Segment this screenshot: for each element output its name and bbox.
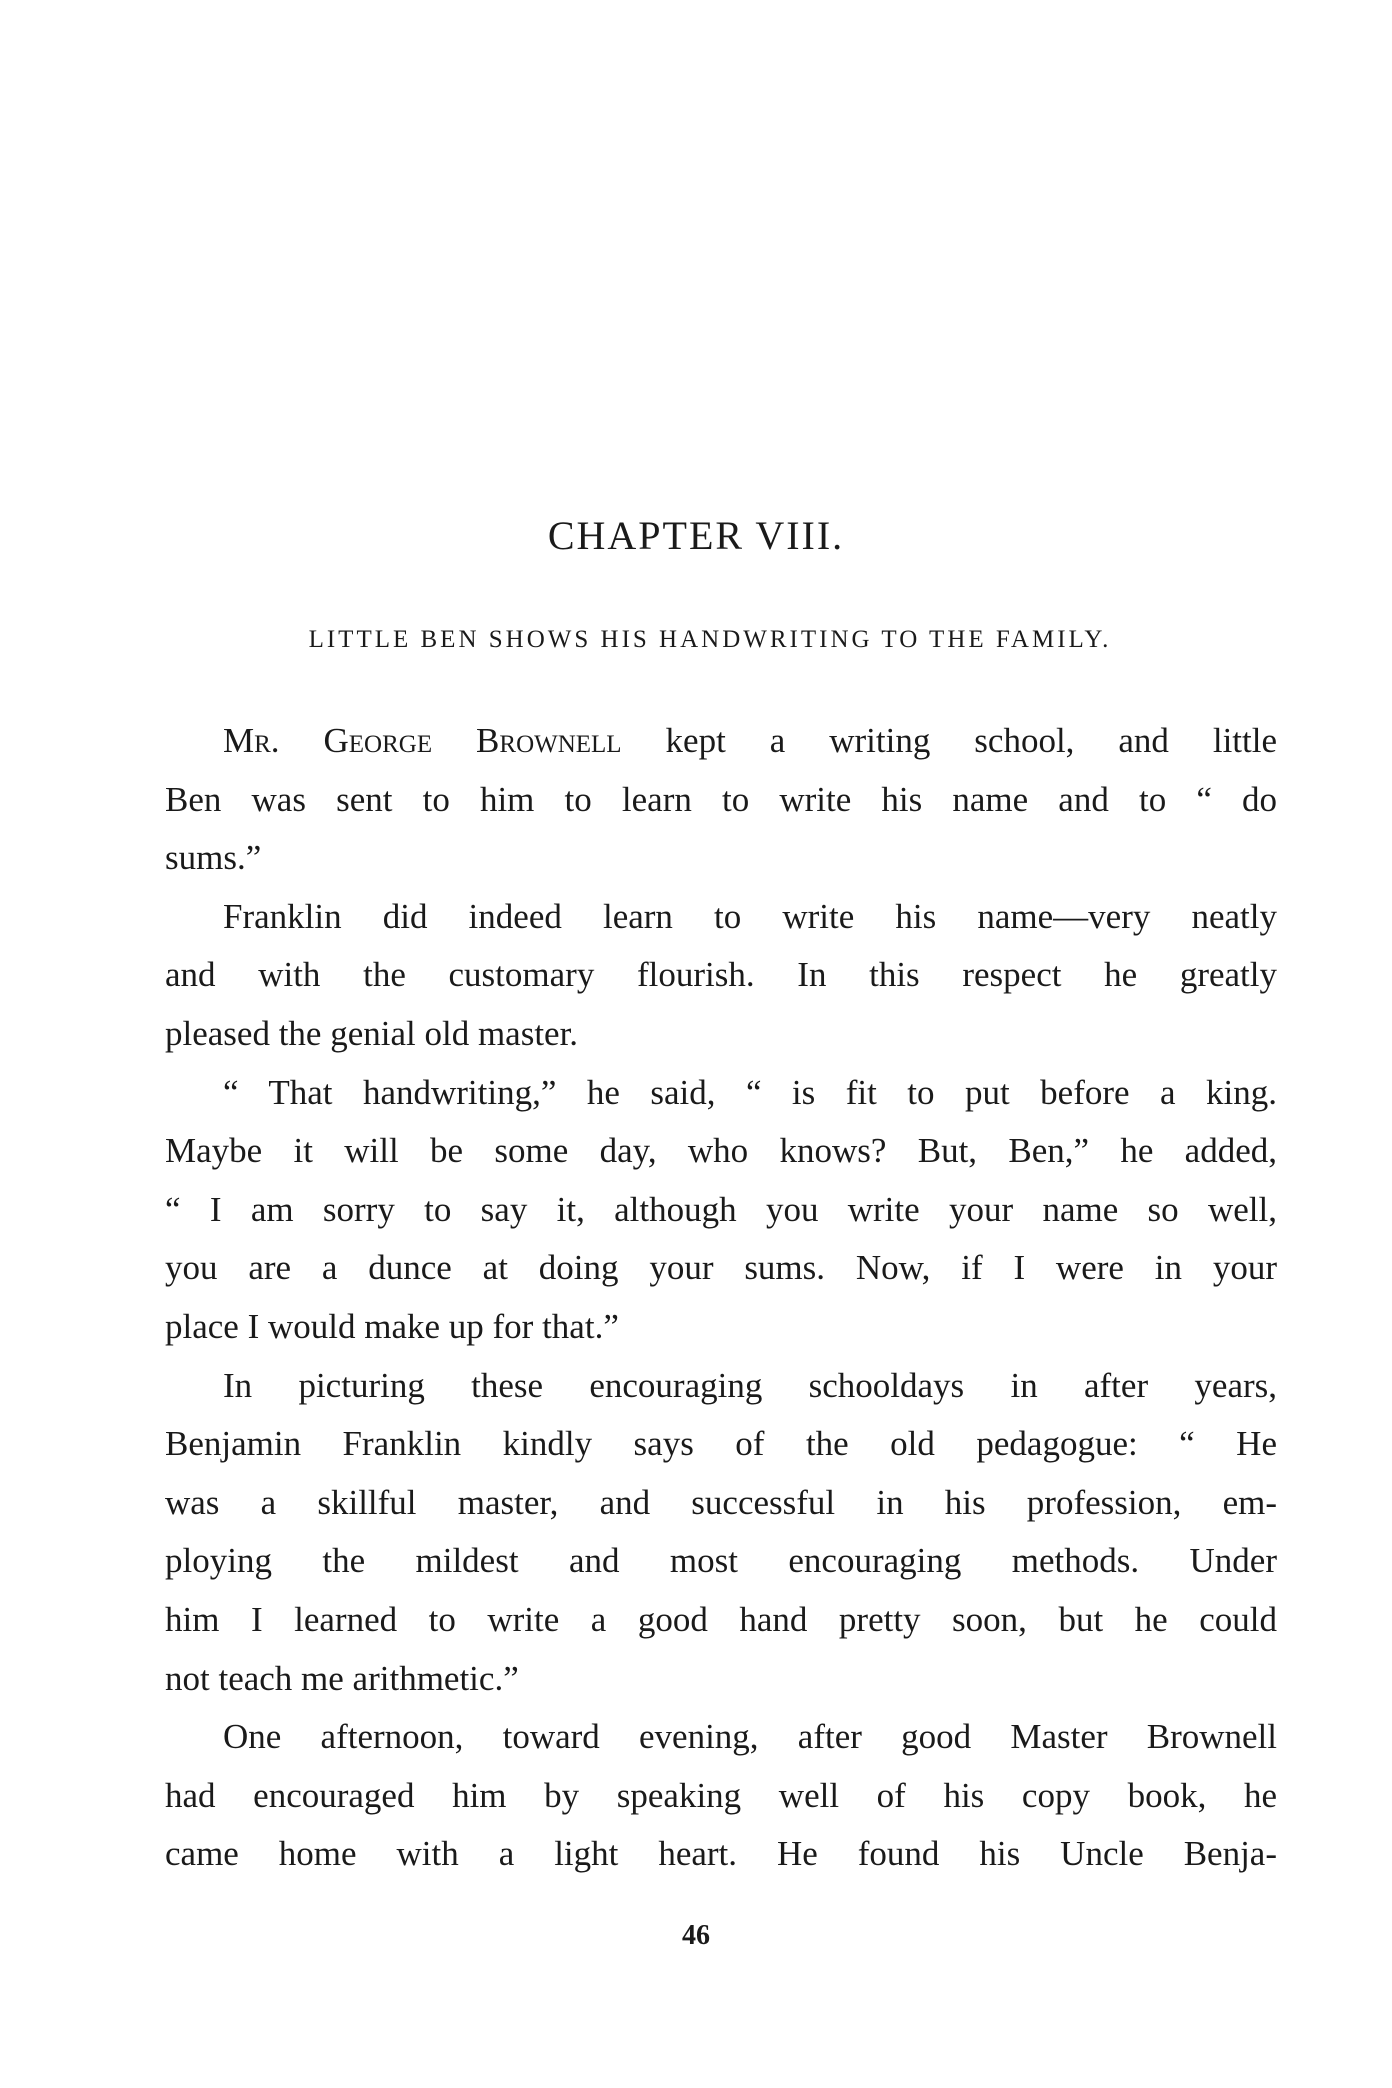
text-line: Franklin did indeed learn to write his name—very neatly [223,896,1277,936]
text-line: place I would make up for that.” [165,1306,619,1346]
text-line: Ben was sent to him to learn to write his name and to “ do [165,779,1277,819]
text-line: sums.” [165,838,262,878]
chapter-title: CHAPTER VIII. [547,513,845,558]
paragraph [165,1064,1277,1357]
text-line: you are a dunce at doing your sums. Now, if I were in your [165,1248,1277,1288]
paragraph [165,1357,1277,1709]
text-line: came home with a light heart. He found his Uncle Benja- [165,1834,1277,1874]
text-line: was a skillful master, and successful in his profession, em- [165,1482,1277,1522]
page-number: 46 [682,1920,710,1951]
paragraph [165,888,1277,1064]
text-line: One afternoon, toward evening, after good Master Brownell [223,1717,1277,1757]
text-line: not teach me arithmetic.” [165,1658,519,1698]
text-line: Maybe it will be some day, who knows? But, Ben,” he added, [165,1131,1277,1171]
chapter-subtitle: LITTLE BEN SHOWS HIS HANDWRITING TO THE FAMILY. [308,626,1112,653]
paragraph [165,1708,1277,1884]
text-line: Benjamin Franklin kindly says of the old pedagogue: “ He [165,1424,1277,1464]
text-line: him I learned to write a good hand pretty soon, but he could [165,1599,1277,1639]
text-line: In picturing these encouraging schooldays in after years, [223,1365,1277,1405]
text-line: and with the customary flourish. In this respect he greatly [165,955,1277,995]
paragraph [165,712,1277,888]
text-line: “ I am sorry to say it, although you write your name so well, [165,1189,1277,1229]
text-line: Mr. George Brownell kept a writing school, and little [223,721,1278,760]
text-line: pleased the genial old master. [165,1013,579,1053]
text-line: “ That handwriting,” he said, “ is fit to put before a king. [223,1072,1277,1112]
text-line: had encouraged him by speaking well of his copy book, he [165,1775,1277,1815]
body-text [165,712,1277,1884]
text-line: ploying the mildest and most encouraging methods. Under [165,1541,1277,1581]
